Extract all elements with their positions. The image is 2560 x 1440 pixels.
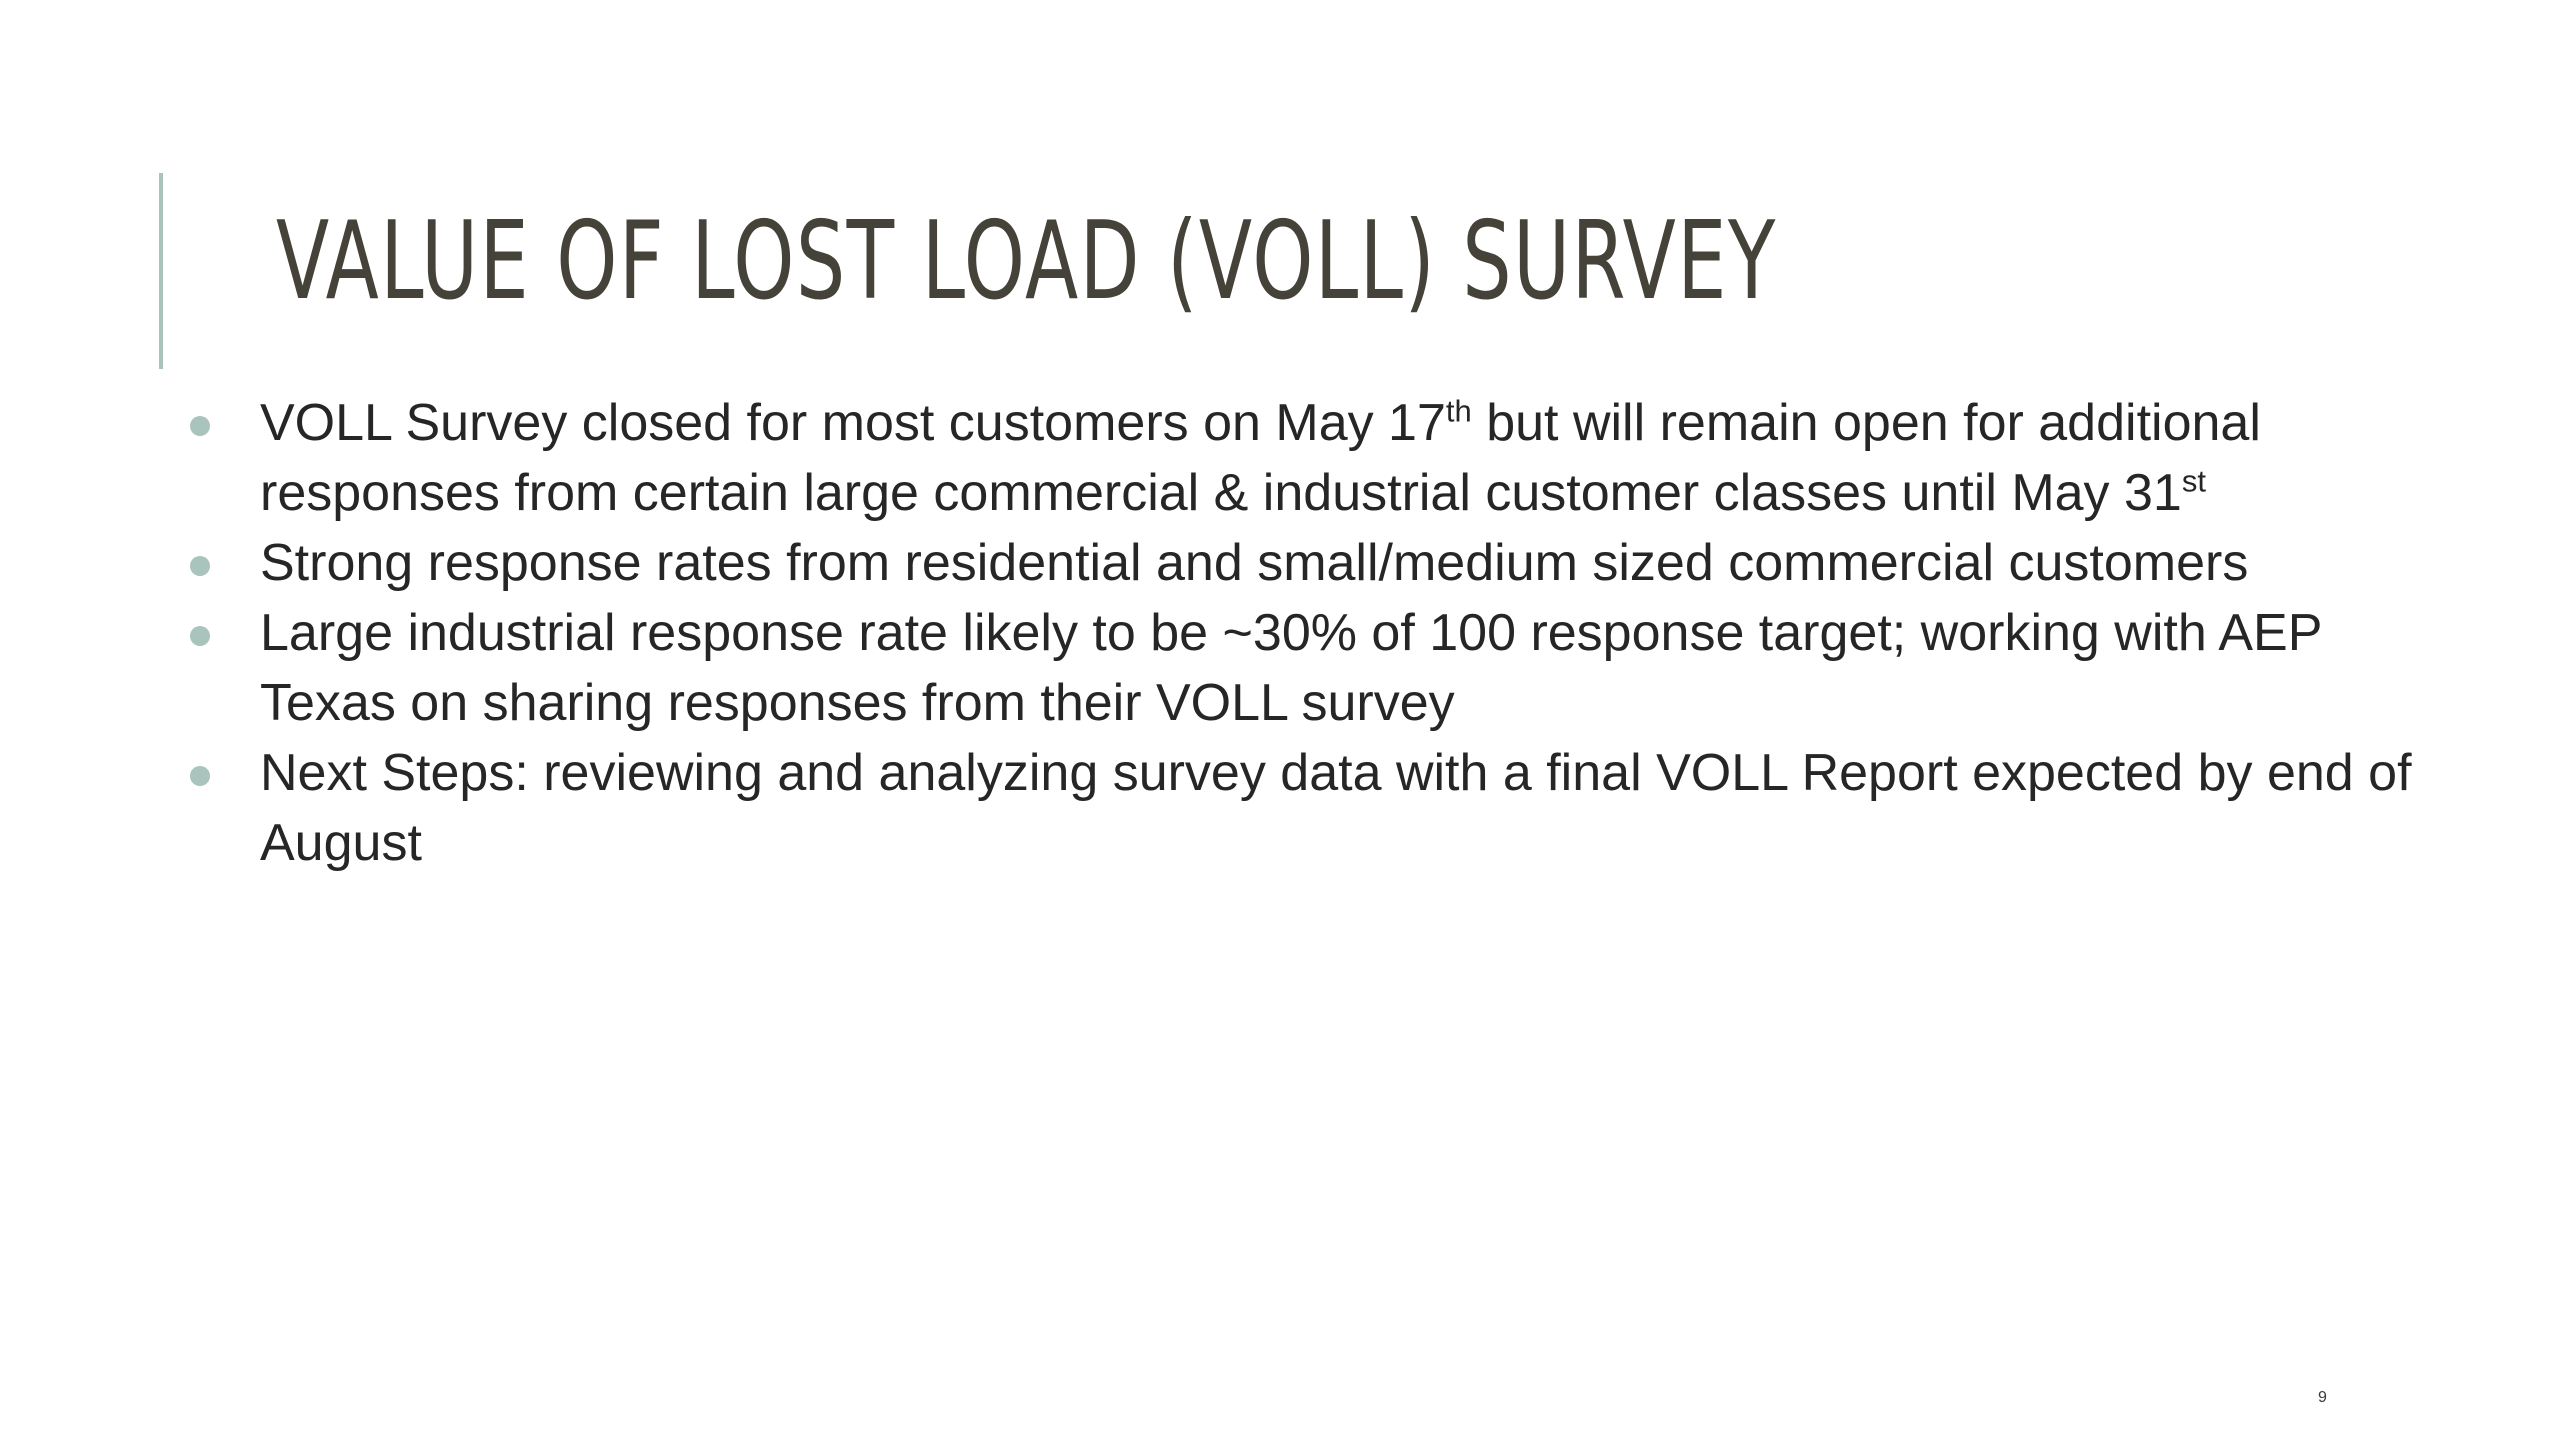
bullet-dot-icon [190,556,210,576]
bullet-text: Next Steps: reviewing and analyzing survey data with a final VOLL Report expected by end of August [260,744,2412,872]
bullet-dot-icon [190,416,210,436]
bullet-list [186,388,2426,878]
bullet-dot-icon [190,766,210,786]
page-number: 9 [2318,1389,2327,1406]
bullet-text: Large industrial response rate likely to be ~30% of 100 response target; working with AEP Texas on sharing responses from their VOLL survey [260,604,2322,732]
bullet-item [186,738,2426,878]
slide-title: VALUE OF LOST LOAD (VOLL) SURVEY [276,199,1777,324]
bullet-item [186,388,2426,528]
bullet-item [186,598,2426,738]
title-accent-bar [159,173,163,369]
ordinal-suffix: th [1445,393,1472,429]
bullet-item [186,528,2426,598]
bullet-dot-icon [190,626,210,646]
bullet-text: Strong response rates from residential and small/medium sized commercial customers [260,534,2249,592]
ordinal-suffix: st [2181,463,2206,499]
bullet-text-part: but will remain open for additional responses from certain large commercial & industrial customer classes until May 31 [260,394,2261,522]
bullet-text-part: VOLL Survey closed for most customers on May 17 [260,394,1446,452]
